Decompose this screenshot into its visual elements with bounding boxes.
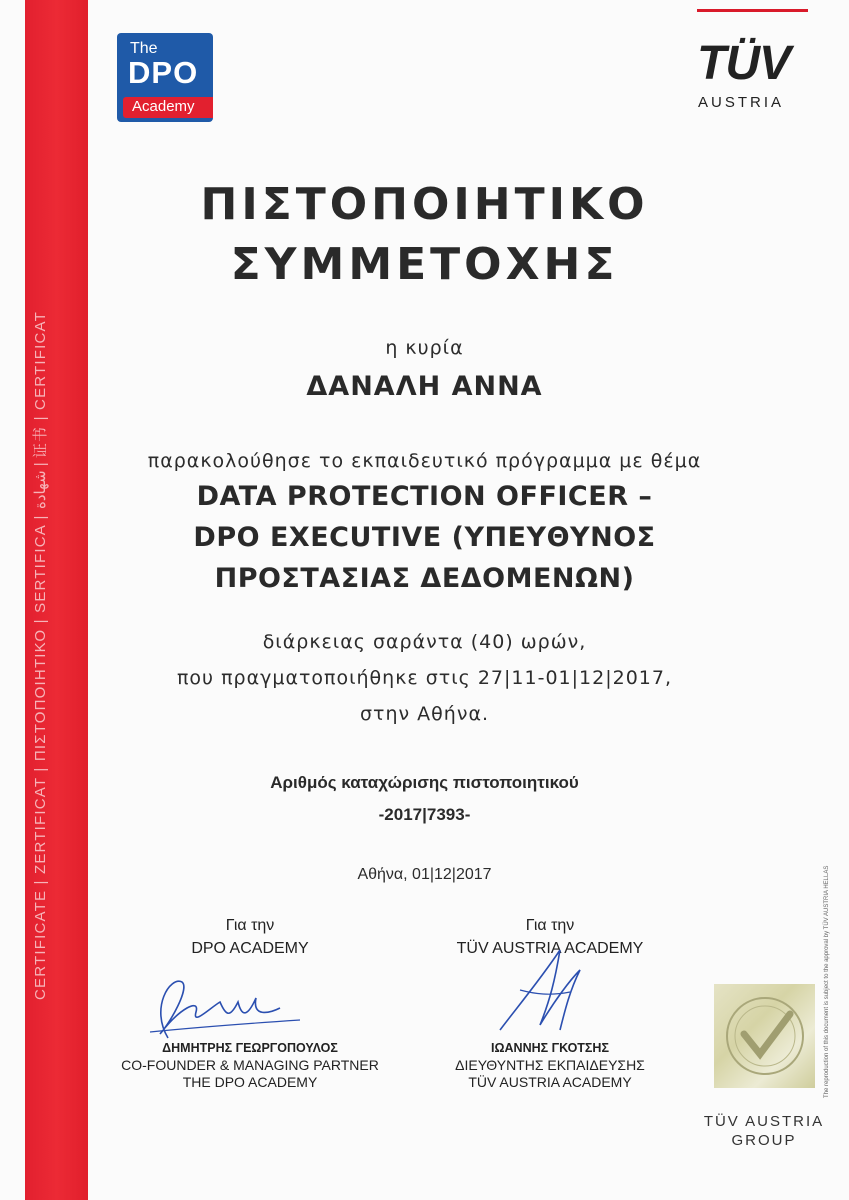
signatory-right-name: ΙΩΑΝΝΗΣ ΓΚΟΤΣΗΣ (491, 1041, 609, 1055)
dpo-logo-the: The (130, 40, 158, 57)
signatory-left (100, 914, 400, 960)
signatory-right-company: TÜV AUSTRIA ACADEMY (468, 1074, 632, 1090)
signature-left (130, 968, 330, 1048)
tuv-logo-word: TÜV (697, 37, 790, 90)
registration-label: Αριθμός καταχώρισης πιστοποιητικού (270, 773, 579, 792)
group-logo-line2: GROUP (731, 1132, 797, 1149)
salutation: η κυρία (385, 337, 464, 359)
dpo-academy-logo (117, 33, 213, 122)
signatory-right-for: Για την (525, 917, 575, 934)
registration-number: -2017|7393- (378, 805, 471, 824)
seal-check-icon (714, 984, 815, 1088)
course-title-line3: ΠΡΟΣΤΑΣΙΑΣ ΔΕΔΟΜΕΝΩΝ) (214, 563, 635, 594)
signatory-left-for: Για την (225, 917, 275, 934)
course-duration: διάρκειας σαράντα (40) ωρών, (262, 631, 587, 653)
group-logo-line1: TÜV AUSTRIA (703, 1113, 825, 1130)
course-title-line2: DPO EXECUTIVE (ΥΠΕΥΘΥΝΟΣ (193, 522, 656, 553)
certificate-title-line2: ΣΥΜΜΕΤΟΧΗΣ (230, 239, 619, 290)
signatory-left-company: THE DPO ACADEMY (182, 1074, 318, 1090)
tuv-logo-sub: AUSTRIA (698, 94, 785, 111)
signatory-right-details (400, 1039, 700, 1091)
dpo-logo-main: DPO (128, 55, 199, 90)
tuv-austria-group-logo (684, 1112, 844, 1150)
reproduction-note: The reproduction of this document is subject to the approval by TÜV AUSTRIA HELLAS (824, 865, 830, 1098)
course-location: στην Αθήνα. (359, 703, 490, 725)
issue-place-date: Αθήνα, 01|12|2017 (357, 866, 492, 883)
signature-right (470, 930, 600, 1050)
signatory-left-details (100, 1039, 400, 1091)
hologram-seal (714, 984, 815, 1088)
course-dates: που πραγματοποιήθηκε στις 27|11-01|12|2017, (176, 667, 672, 689)
signatory-left-org: DPO ACADEMY (191, 940, 309, 957)
recipient-name: ΔΑΝΑΛΗ ΑΝΝΑ (306, 371, 543, 402)
signatory-right-org: TÜV AUSTRIA ACADEMY (456, 940, 644, 957)
signatory-right-role: ΔΙΕΥΘΥΝΤΗΣ ΕΚΠΑΙΔΕΥΣΗΣ (455, 1057, 645, 1073)
signatory-left-role: CO-FOUNDER & MANAGING PARTNER (121, 1057, 379, 1073)
tuv-logo-bar (697, 9, 808, 12)
dpo-logo-academy: Academy (132, 98, 195, 115)
certificate-title-line1: ΠΙΣΤΟΠΟΙΗΤΙΚΟ (200, 179, 649, 230)
signatory-left-name: ΔΗΜΗΤΡΗΣ ΓΕΩΡΓΟΠΟΥΛΟΣ (162, 1041, 338, 1055)
course-intro: παρακολούθησε το εκπαιδευτικό πρόγραμμα με θέμα (147, 450, 702, 472)
course-title-line1: DATA PROTECTION OFFICER – (196, 481, 653, 512)
side-band-text: CERTIFICATE | ZERTIFICAT | ΠΙΣΤΟΠΟΙΗΤΙΚΟ | SERTIFICA | شهادة | 证书 | CERTIFICAT (32, 310, 49, 1000)
